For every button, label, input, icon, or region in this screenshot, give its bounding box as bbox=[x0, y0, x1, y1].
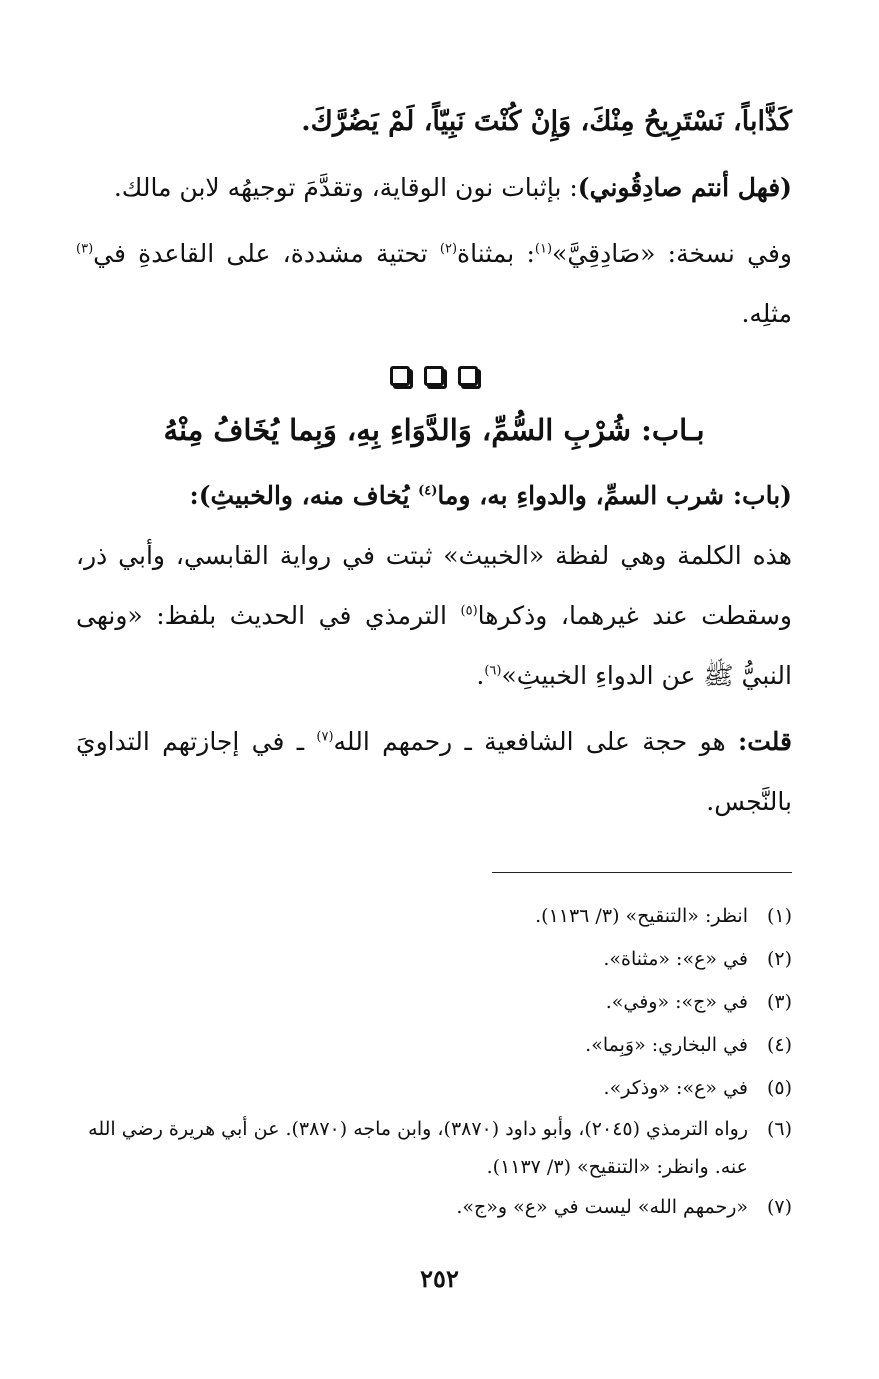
bab-line bbox=[76, 466, 792, 526]
footnote-number: (٥) bbox=[766, 1077, 792, 1099]
footnote-text: رواه الترمذي (٢٠٤٥)، وأبو داود (٣٨٧٠)، وابن ماجه (٣٨٧٠). عن أبي هريرة رضي الله عنه. وانظر: «التنقيح» (٣/ ١١٣٧). bbox=[88, 1118, 748, 1178]
footnote-mark-6[interactable]: (٦) bbox=[484, 663, 502, 679]
footnote-item bbox=[76, 938, 792, 981]
footnote-item bbox=[76, 981, 792, 1024]
section-divider-ornament bbox=[76, 366, 792, 386]
footnote-item bbox=[76, 1067, 792, 1110]
footnote-text: انظر: «التنقيح» (٣/ ١١٣٦). bbox=[535, 905, 748, 927]
footnote-mark-1[interactable]: (١) bbox=[534, 241, 553, 257]
footnotes-list bbox=[76, 895, 792, 1229]
footnote-number: (٤) bbox=[766, 1034, 792, 1056]
footnote-text: في البخاري: «وَبِما». bbox=[585, 1034, 748, 1056]
footnote-mark-4[interactable]: (٤) bbox=[418, 483, 438, 499]
bab-text-b: يُخاف منه، والخبيثِ): bbox=[189, 481, 419, 510]
commentary-paragraph bbox=[76, 526, 792, 706]
ornament-square-icon bbox=[390, 366, 410, 386]
qult-text-b: ـ في إجازتهم التداويَ بالنَّجس. bbox=[76, 727, 792, 816]
footnote-item bbox=[76, 895, 792, 938]
footnote-separator bbox=[492, 872, 792, 873]
variant-text-b: : بمثناة bbox=[457, 239, 535, 268]
footnote-number: (٢) bbox=[766, 948, 792, 970]
footnote-item bbox=[76, 1110, 792, 1186]
footnote-mark-2[interactable]: (٢) bbox=[439, 241, 458, 257]
page-number: ٢٥٢ bbox=[420, 1264, 459, 1293]
footnote-item bbox=[76, 1024, 792, 1067]
commentary-text-b: الترمذي في الحديث بلفظ: «ونهى النبيُّ ﷺ عن الدواءِ الخبيثِ» bbox=[76, 601, 792, 690]
footnote-mark-3[interactable]: (٣) bbox=[76, 241, 94, 257]
footnote-text: في «ع»: «مثناة». bbox=[603, 948, 748, 970]
verse-line bbox=[76, 92, 792, 152]
variant-text-c: تحتية مشددة، على القاعدةِ في bbox=[93, 239, 440, 268]
footnote-number: (١) bbox=[766, 905, 792, 927]
footnote-mark-7[interactable]: (٧) bbox=[316, 729, 334, 745]
footnote-text: «رحمهم الله» ليست في «ع» و«ج». bbox=[456, 1196, 748, 1218]
variant-text-d: مثلِه. bbox=[741, 299, 792, 328]
ornament-square-icon bbox=[458, 366, 478, 386]
footnote-text: في «ع»: «وذكر». bbox=[603, 1077, 748, 1099]
footnote-number: (٣) bbox=[766, 991, 792, 1013]
verse-text: كَذَّاباً، نَسْتَرِيحُ مِنْكَ، وَإِنْ كُنْتَ نَبِيّاً، لَمْ يَضُرَّكَ. bbox=[301, 106, 792, 137]
footnote-number: (٧) bbox=[766, 1196, 792, 1218]
footnote-mark-5[interactable]: (٥) bbox=[460, 603, 478, 619]
note-text: : بإثبات نون الوقاية، وتقدَّمَ توجيهُه لابن مالك. bbox=[113, 173, 578, 202]
bab-text-a: (باب: شرب السمِّ، والدواءِ به، وما bbox=[437, 481, 792, 510]
qult-label: قلت: bbox=[737, 727, 792, 756]
variant-text-a: وفي نسخة: «صَادِقِيَّ» bbox=[552, 239, 792, 268]
variant-paragraph bbox=[76, 224, 792, 344]
page-body bbox=[76, 92, 792, 1229]
note-paragraph bbox=[76, 158, 792, 218]
qult-text-a: هو حجة على الشافعية ـ رحمهم الله bbox=[333, 727, 738, 756]
footnote-text: في «ج»: «وفي». bbox=[605, 991, 748, 1013]
footnote-number: (٦) bbox=[766, 1118, 792, 1140]
commentary-text-c: . bbox=[476, 661, 485, 690]
footnote-item bbox=[76, 1186, 792, 1229]
chapter-heading: بـاب: شُرْبِ السُّمِّ، وَالدَّوَاءِ بِهِ، وَبِما يُخَافُ مِنْهُ bbox=[163, 413, 705, 447]
ornament-square-icon bbox=[424, 366, 444, 386]
qult-paragraph bbox=[76, 712, 792, 832]
commentary-text-a: هذه الكلمة وهي لفظة «الخبيث» ثبتت في رواية القابسي، وأبي ذر، وسقطت عند غيرهما، وذكرها bbox=[76, 541, 792, 630]
quoted-phrase: (فهل أنتم صادِقُوني) bbox=[577, 173, 792, 202]
